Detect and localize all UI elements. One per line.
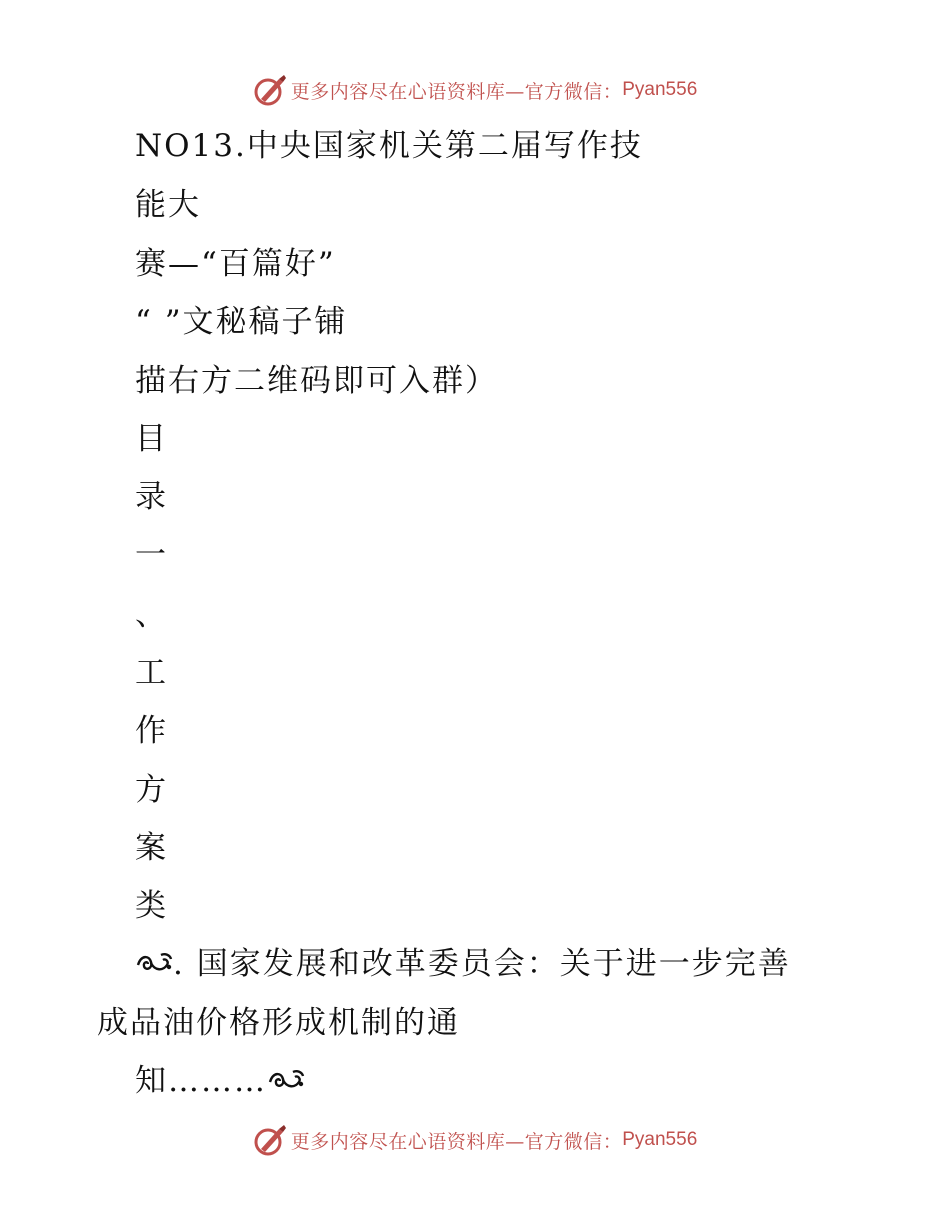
scroll-ornament-icon (267, 1068, 305, 1094)
watermark-wechat-id: Pyan556 (622, 79, 698, 100)
toc-entry-leader: 知……… (135, 1063, 267, 1099)
doc-line-4: “ ”文秘稿子铺 (135, 304, 348, 340)
header-watermark (0, 70, 950, 110)
toc-entry-line-2: 成品油价格形成机制的通 (97, 1005, 460, 1041)
footer-watermark (0, 1120, 950, 1160)
toc-entry-text: . 国家发展和改革委员会：关于进一步完善 (173, 946, 791, 982)
pen-logo-icon (253, 1123, 287, 1157)
watermark-text: 更多内容尽在心语资料库—官方微信： (290, 80, 623, 103)
toc-char: 一 (135, 537, 168, 573)
toc-entry-line-3 (135, 1061, 305, 1101)
pen-logo-icon (253, 73, 287, 107)
toc-char: 工 (135, 655, 168, 691)
watermark-wechat-id: Pyan556 (622, 1129, 698, 1150)
toc-char: 作 (135, 713, 168, 749)
watermark-text: 更多内容尽在心语资料库—官方微信： (290, 1130, 623, 1153)
doc-line-5: 描右方二维码即可入群） (135, 363, 498, 399)
toc-char: 、 (135, 597, 168, 633)
doc-title-line-2: 能大 (135, 187, 201, 223)
toc-char: 方 (135, 772, 168, 808)
doc-title-line-1: NO13.中央国家机关第二届写作技 (135, 128, 643, 164)
toc-char: 录 (135, 479, 168, 515)
toc-char: 目 (135, 421, 168, 457)
toc-char: 案 (135, 830, 168, 866)
toc-char: 类 (135, 888, 168, 924)
toc-entry-line-1 (135, 944, 791, 984)
scroll-ornament-icon (135, 951, 173, 977)
doc-title-line-3: 赛—“百篇好” (135, 246, 336, 282)
